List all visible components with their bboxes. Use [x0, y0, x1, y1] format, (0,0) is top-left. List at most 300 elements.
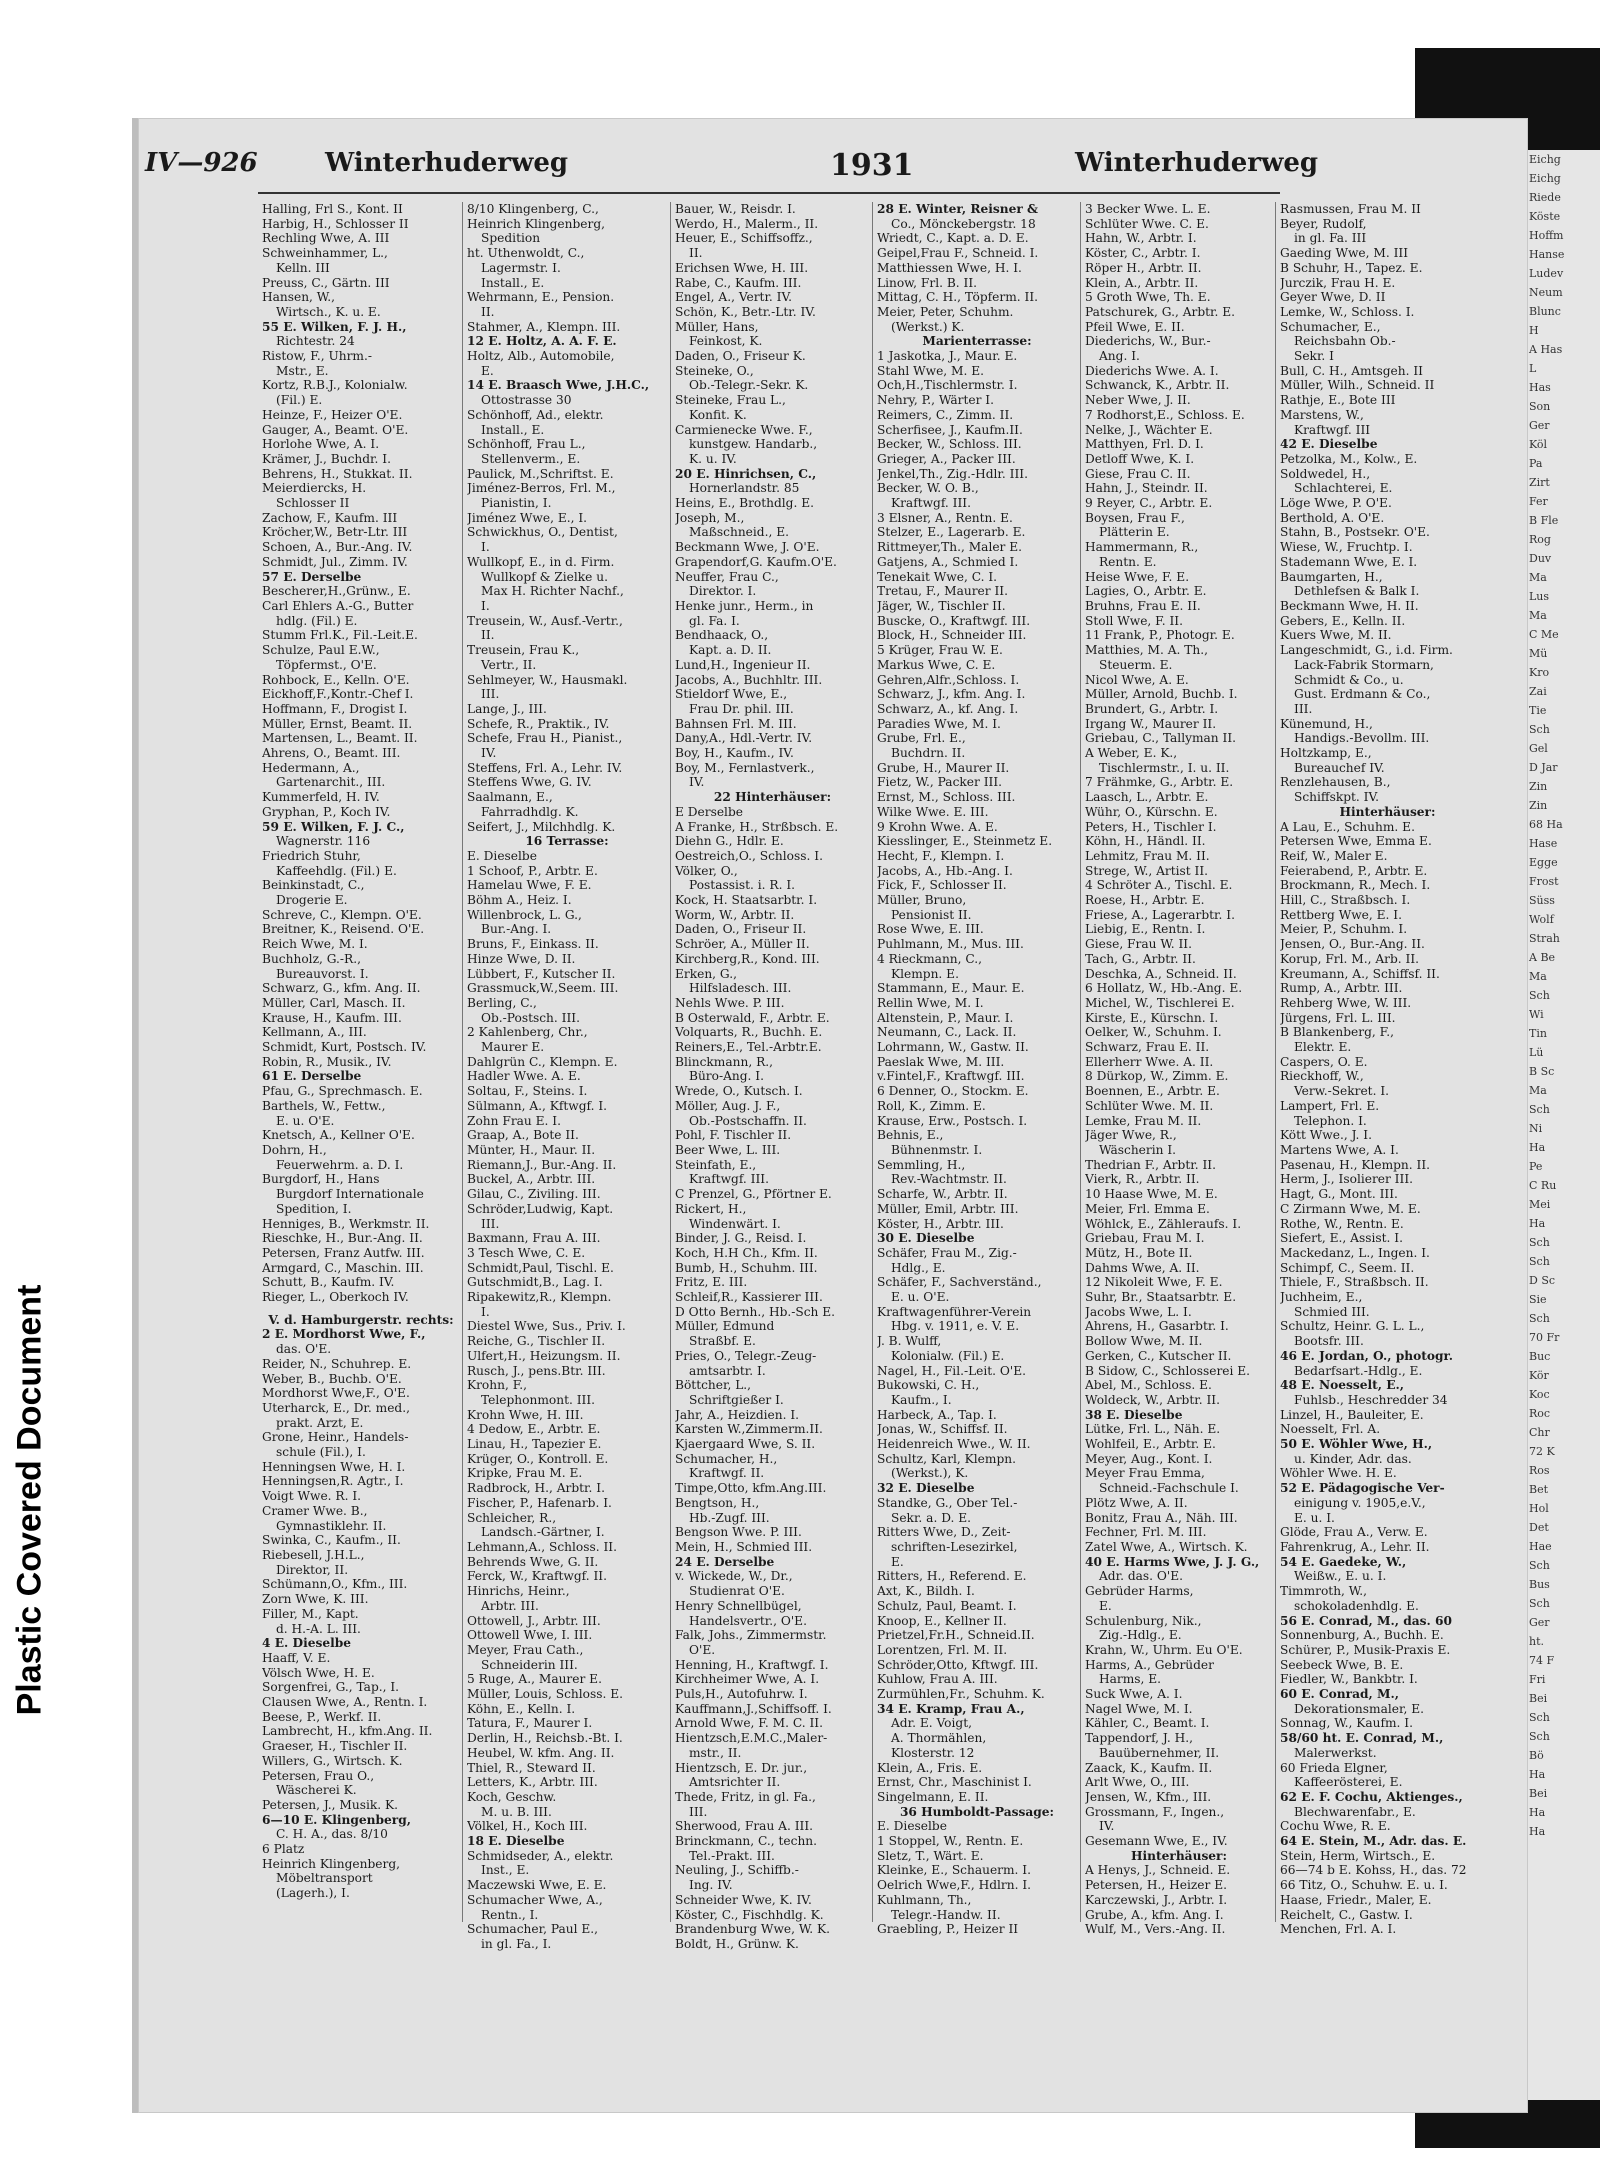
adjacent-page-line: Sch: [1529, 1711, 1550, 1724]
directory-entry: Kähler, C., Beamt. I.: [1085, 1716, 1210, 1731]
directory-entry: 4 Dedow, E., Arbtr. E.: [467, 1422, 601, 1437]
directory-entry: Holtz, Alb., Automobile,: [467, 349, 615, 364]
directory-entry: Liebig, E., Rentn. I.: [1085, 922, 1206, 937]
adjacent-page-line: Koc: [1529, 1388, 1550, 1401]
directory-entry: Hedermann, A.,: [262, 760, 360, 775]
directory-entry: Fechner, Frl. M. III.: [1085, 1525, 1207, 1540]
directory-entry: Schulenburg, Nik.,: [1085, 1613, 1202, 1628]
directory-entry: schokoladenhdlg. E.: [1294, 1598, 1419, 1613]
directory-entry: Schmidt & Co., u.: [1294, 672, 1404, 687]
directory-entry: (Fil.) E.: [276, 393, 323, 408]
directory-entry: 9 Krohn Wwe. A. E.: [877, 819, 998, 834]
directory-entry: 64 E. Stein, M., Adr. das. E.: [1280, 1834, 1467, 1849]
directory-entry: Neuling, J., Schiffb.-: [675, 1863, 799, 1878]
directory-entry: Axt, K., Bildh. I.: [877, 1584, 975, 1599]
directory-entry: schriften-Lesezirkel,: [891, 1539, 1018, 1554]
directory-entry: Swinka, C., Kaufm., II.: [262, 1533, 401, 1548]
directory-entry: B Sidow, C., Schlosserei E.: [1085, 1363, 1251, 1378]
directory-entry: Hill, C., Straßbsch. I.: [1280, 893, 1411, 908]
directory-entry: Boysen, Frau F.,: [1085, 510, 1185, 525]
directory-entry: Adr. E. Voigt,: [891, 1716, 972, 1731]
directory-entry: Schultz, Karl, Klempn.: [877, 1451, 1016, 1466]
directory-entry: Kraftwgf. III.: [891, 496, 971, 511]
directory-entry: II.: [689, 246, 703, 261]
adjacent-page-line: D Sc: [1529, 1274, 1556, 1287]
directory-entry: Block, H., Schneider III.: [877, 628, 1027, 643]
directory-entry: Grube, H., Maurer II.: [877, 760, 1010, 775]
directory-entry: Fritz, E. III.: [675, 1275, 748, 1290]
directory-entry: Renzlehausen, B.,: [1280, 775, 1391, 790]
directory-entry: Stahl Wwe, M. E.: [877, 363, 985, 378]
directory-entry: 11 Frank, P., Photogr. E.: [1085, 628, 1235, 643]
directory-entry: Standke, G., Ober Tel.-: [877, 1495, 1018, 1510]
directory-entry: Giese, Frau C. II.: [1085, 466, 1191, 481]
directory-entry: Knetsch, A., Kellner O'E.: [262, 1128, 415, 1143]
directory-entry: Hinze Wwe, D. II.: [467, 951, 576, 966]
directory-entry: Detloff Wwe, K. I.: [1085, 451, 1195, 466]
directory-entry: Wehrmann, E., Pension.: [467, 290, 615, 305]
directory-entry: Worm, W., Arbtr. II.: [675, 907, 795, 922]
adjacent-page-line: Fri: [1529, 1673, 1546, 1686]
directory-entry: Schneid.-Fachschule I.: [1099, 1481, 1239, 1496]
adjacent-page-line: Sch: [1529, 1730, 1550, 1743]
directory-entry: Schlüter Wwe. M. II.: [1085, 1098, 1214, 1113]
directory-entry: Weber, B., Buchb. O'E.: [262, 1371, 402, 1386]
directory-entry: Stumm Frl.K., Fil.-Leit.E.: [262, 628, 418, 643]
directory-column-6: [1280, 202, 1495, 2042]
directory-entry: Hagt, G., Mont. III.: [1280, 1187, 1398, 1202]
directory-entry: Schlüter Wwe. C. E.: [1085, 216, 1209, 231]
directory-entry: Behrens, H., Stukkat. II.: [262, 466, 413, 481]
adjacent-page-line: H: [1529, 324, 1539, 337]
directory-entry: Bauübernehmer, II.: [1099, 1745, 1220, 1760]
directory-entry: Petersen, Frau O.,: [262, 1768, 375, 1783]
directory-entry: Jahr, A., Heizdien. I.: [675, 1407, 800, 1422]
directory-entry: 50 E. Wöhler Wwe, H.,: [1280, 1437, 1433, 1452]
directory-entry: 6 Denner, O., Stockm. E.: [877, 1084, 1029, 1099]
directory-entry: Hammermann, R.,: [1085, 540, 1199, 555]
directory-entry: Schäfer, Frau M., Zig.-: [877, 1245, 1017, 1260]
directory-entry: Burgdorf Internationale: [276, 1187, 424, 1202]
directory-entry: Boy, M., Fernlastverk.,: [675, 760, 815, 775]
directory-entry: Köhn, E., Kelln. I.: [467, 1701, 576, 1716]
directory-entry: Plätterin E.: [1099, 525, 1170, 540]
adjacent-page-line: Köl: [1529, 438, 1548, 451]
directory-entry: I.: [481, 1304, 490, 1319]
directory-entry: Paeslak Wwe, M. III.: [877, 1054, 1005, 1069]
adjacent-page-line: Sch: [1529, 1236, 1550, 1249]
directory-entry: Rieckhoff, W.,: [1280, 1069, 1364, 1084]
directory-entry: Bengtson, H.,: [675, 1495, 760, 1510]
adjacent-page-line: Mü: [1529, 647, 1548, 660]
directory-entry: Martensen, L., Beamt. II.: [262, 731, 418, 746]
directory-entry: Jonas, W., Schiffsf. II.: [877, 1422, 1008, 1437]
directory-entry: Schimpf, C., Seem. II.: [1280, 1260, 1415, 1275]
directory-entry: 2 Kahlenberg, Chr.,: [467, 1025, 588, 1040]
directory-entry: III.: [1294, 701, 1313, 716]
directory-entry: Pfeil Wwe, E. II.: [1085, 319, 1185, 334]
directory-entry: Halling, Frl S., Kont. II: [262, 202, 403, 216]
directory-entry: Hilfsladesch. III.: [689, 981, 792, 996]
directory-entry: Ahrens, O., Beamt. III.: [262, 746, 401, 761]
directory-entry: Frau Dr. phil. III.: [689, 701, 794, 716]
directory-entry: 62 E. F. Cochu, Aktienges.,: [1280, 1789, 1463, 1804]
directory-entry: Müller, Arnold, Buchb. I.: [1085, 687, 1238, 702]
directory-column-4: [877, 202, 1077, 2042]
directory-entry: Jäger, W., Tischler II.: [877, 598, 1006, 613]
directory-entry: Heinze, F., Heizer O'E.: [262, 407, 403, 422]
directory-entry: J. B. Wulff,: [877, 1334, 942, 1349]
adjacent-page-line: Pe: [1529, 1160, 1543, 1173]
directory-entry: E. u. I.: [1294, 1510, 1335, 1525]
directory-entry: 3 Elsner, A., Rentn. E.: [877, 510, 1013, 525]
directory-entry: Wilke Wwe. E. III.: [877, 804, 989, 819]
directory-column-5: [1085, 202, 1273, 2042]
directory-entry: Falk, Johs., Zimmermstr.: [675, 1628, 827, 1643]
column-divider: [1080, 202, 1081, 1922]
directory-entry: Knoop, E., Kellner II.: [877, 1613, 1007, 1628]
directory-entry: Woldeck, W., Arbtr. II.: [1085, 1392, 1220, 1407]
directory-year: 1931: [830, 148, 914, 183]
directory-entry: Steuerm. E.: [1099, 657, 1173, 672]
directory-entry: Köster, C., Arbtr. I.: [1085, 246, 1201, 261]
directory-entry: Henniges, B., Werkmstr. II.: [262, 1216, 430, 1231]
directory-entry: Jürgens, Frl. L. III.: [1280, 1010, 1396, 1025]
adjacent-page-line: A Be: [1529, 951, 1556, 964]
directory-entry: 7 Frähmke, G., Arbtr. E.: [1085, 775, 1234, 790]
directory-entry: Klempn. E.: [891, 966, 959, 981]
directory-entry: 1 Stoppel, W., Rentn. E.: [877, 1834, 1024, 1849]
adjacent-page-line: Ludev: [1529, 267, 1564, 280]
directory-entry: Lübbert, F., Kutscher II.: [467, 966, 616, 981]
directory-entry: Altenstein, P., Maur. I.: [877, 1010, 1014, 1025]
directory-entry: Kröcher,W., Betr-Ltr. III: [262, 525, 408, 540]
directory-entry: 34 E. Kramp, Frau A.,: [877, 1701, 1025, 1716]
directory-entry: Heuer, E., Schiffsoffz.,: [675, 231, 813, 246]
directory-entry: M. u. B. III.: [481, 1804, 552, 1819]
directory-entry: Köster, H., Arbtr. III.: [877, 1216, 1004, 1231]
directory-entry: Cochu Wwe, R. E.: [1280, 1819, 1391, 1834]
directory-entry: Schwanck, K., Arbtr. II.: [1085, 378, 1230, 393]
directory-entry: 14 E. Braasch Wwe, J.H.C.,: [467, 378, 650, 393]
directory-entry: Sletz, T., Wärt. E.: [877, 1848, 984, 1863]
directory-entry: Steffens, Frl. A., Lehr. IV.: [467, 760, 623, 775]
directory-entry: Schwarz, J., kfm. Ang. I.: [877, 687, 1026, 702]
directory-entry: Hinterhäuser:: [1131, 1848, 1227, 1863]
directory-entry: Timpe,Otto, kfm.Ang.III.: [675, 1481, 827, 1496]
directory-entry: Schleif,R., Kassierer III.: [675, 1290, 823, 1305]
directory-entry: Schultz, Heinr. G. L. L.,: [1280, 1319, 1425, 1334]
directory-entry: Rothe, W., Rentn. E.: [1280, 1216, 1404, 1231]
adjacent-page-line: Sch: [1529, 1312, 1550, 1325]
directory-entry: 20 E. Hinrichsen, C.,: [675, 466, 817, 481]
adjacent-page-line: Ger: [1529, 419, 1550, 432]
directory-entry: Lohrmann, W., Gastw. II.: [877, 1040, 1029, 1055]
adjacent-page-line: Roc: [1529, 1407, 1551, 1420]
directory-entry: V. d. Hamburgerstr. rechts:: [268, 1312, 454, 1327]
directory-entry: Linzel, H., Bauleiter, E.: [1280, 1407, 1424, 1422]
directory-entry: Peters, H., Tischler I.: [1085, 819, 1217, 834]
plastic-covered-label: [0, 1150, 60, 1850]
directory-entry: Böttcher, L.,: [675, 1378, 752, 1393]
directory-entry: 57 E. Derselbe: [262, 569, 362, 584]
adjacent-page-line: Bei: [1529, 1787, 1548, 1800]
directory-entry: 3 Tesch Wwe, C. E.: [467, 1245, 586, 1260]
adjacent-page-line: 68 Ha: [1529, 818, 1563, 831]
directory-entry: Graeser, H., Tischler II.: [262, 1739, 408, 1754]
directory-entry: Herm, J., Isolierer III.: [1280, 1172, 1414, 1187]
directory-entry: 1 Jaskotka, J., Maur. E.: [877, 349, 1018, 364]
directory-entry: Bollow Wwe, M. II.: [1085, 1334, 1203, 1349]
directory-entry: A Henys, J., Schneid. E.: [1085, 1863, 1231, 1878]
column-divider: [872, 202, 873, 1922]
directory-entry: Schutt, B., Kaufm. IV.: [262, 1275, 395, 1290]
directory-entry: Kolonialw. (Fil.) E.: [891, 1348, 1005, 1363]
directory-entry: 28 E. Winter, Reisner &: [877, 202, 1039, 216]
directory-entry: mstr., II.: [689, 1745, 742, 1760]
directory-entry: Haase, Friedr., Maler, E.: [1280, 1892, 1432, 1907]
directory-entry: Kiesslinger, E., Steinmetz E.: [877, 834, 1053, 849]
directory-entry: Tel.-Prakt. III.: [689, 1848, 775, 1863]
directory-entry: Völsch Wwe, H. E.: [262, 1665, 375, 1680]
directory-entry: Schröer, A., Müller II.: [675, 937, 810, 952]
directory-entry: Müller, Louis, Schloss. E.: [467, 1687, 624, 1702]
directory-entry: Mstr., E.: [276, 363, 329, 378]
directory-entry: Blinckmann, R.,: [675, 1054, 774, 1069]
directory-entry: IV.: [481, 746, 497, 761]
directory-entry: Rathje, E., Bote III: [1280, 393, 1396, 408]
directory-entry: Schröder,Ludwig, Kapt.: [467, 1201, 614, 1216]
directory-entry: II.: [481, 628, 495, 643]
adjacent-page-line: Ger: [1529, 1616, 1550, 1629]
directory-entry: Harms, E.: [1099, 1672, 1162, 1687]
directory-entry: Schwarz, A., kf. Ang. I.: [877, 701, 1019, 716]
directory-entry: Carmienecke Wwe. F.,: [675, 422, 813, 437]
directory-entry: Wulf, M., Vers.-Ang. II.: [1085, 1922, 1226, 1937]
directory-entry: prakt. Arzt, E.: [276, 1415, 364, 1430]
directory-entry: Daden, O., Friseur II.: [675, 922, 807, 937]
directory-entry: Adr. das. O'E.: [1099, 1569, 1184, 1584]
directory-entry: A Franke, H., Strßbsch. E.: [675, 819, 839, 834]
directory-entry: Wullkopf, E., in d. Firm.: [467, 554, 615, 569]
directory-entry: Schwickhus, O., Dentist,: [467, 525, 618, 540]
directory-entry: Bauer, W., Reisdr. I.: [675, 202, 796, 216]
directory-entry: Tretau, F., Maurer II.: [877, 584, 1008, 599]
directory-entry: schule (Fil.), I.: [276, 1445, 366, 1460]
directory-entry: Glöde, Frau A., Verw. E.: [1280, 1525, 1428, 1540]
adjacent-page-line: Bus: [1529, 1578, 1550, 1591]
directory-entry: Scharfe, W., Arbtr. II.: [877, 1187, 1008, 1202]
adjacent-page-line: Kör: [1529, 1369, 1549, 1382]
directory-entry: Kuers Wwe, M. II.: [1280, 628, 1392, 643]
directory-entry: Ritters Wwe, D., Zeit-: [877, 1525, 1011, 1540]
directory-entry: Arlt Wwe, O., III.: [1085, 1775, 1190, 1790]
directory-entry: (Werkst.) K.: [891, 319, 965, 334]
directory-entry: Thiel, R., Steward II.: [467, 1760, 596, 1775]
directory-entry: Ahrens, H., Gasarbtr. I.: [1085, 1319, 1229, 1334]
directory-column-3: [675, 202, 870, 2042]
directory-entry: Buckel, A., Arbtr. III.: [467, 1172, 596, 1187]
directory-entry: Hansen, W.,: [262, 290, 335, 305]
directory-entry: Heidenreich Wwe., W. II.: [877, 1437, 1031, 1452]
directory-entry: Cramer Wwe. B.,: [262, 1503, 368, 1518]
directory-entry: Koch, H.H Ch., Kfm. II.: [675, 1245, 818, 1260]
directory-entry: Giese, Frau W. II.: [1085, 937, 1192, 952]
directory-entry: Buchholz, G.-R.,: [262, 951, 361, 966]
directory-entry: Noesselt, Frl. A.: [1280, 1422, 1381, 1437]
directory-entry: Reider, N., Schuhrep. E.: [262, 1356, 412, 1371]
directory-entry: Gehren,Alfr.,Schloss. I.: [877, 672, 1020, 687]
directory-entry: Treusein, W., Ausf.-Vertr.,: [467, 613, 623, 628]
directory-entry: Thiele, F., Straßbsch. II.: [1280, 1275, 1429, 1290]
directory-entry: Singelmann, E. II.: [877, 1789, 989, 1804]
directory-entry: Oelker, W., Schuhm. I.: [1085, 1025, 1222, 1040]
directory-entry: Rehberg Wwe, W. III.: [1280, 995, 1412, 1010]
adjacent-page-line: Ros: [1529, 1464, 1550, 1477]
directory-entry: E.: [891, 1554, 904, 1569]
directory-entry: Pfau, G., Sprechmasch. E.: [262, 1084, 423, 1099]
directory-entry: Gilau, C., Ziviling. III.: [467, 1187, 601, 1202]
directory-entry: Krohn Wwe, H. III.: [467, 1407, 584, 1422]
directory-entry: Grieger, A., Packer III.: [877, 451, 1016, 466]
directory-entry: Müller, Bruno,: [877, 893, 967, 908]
directory-entry: Binder, J. G., Reisd. I.: [675, 1231, 807, 1246]
directory-entry: Rellin Wwe, M. I.: [877, 995, 984, 1010]
directory-entry: Friedrich Stuhr,: [262, 848, 361, 863]
page-header: [145, 148, 1319, 184]
adjacent-page-line: Ni: [1529, 1122, 1543, 1135]
page-number: IV—926: [145, 148, 258, 178]
directory-entry: Meyer, Frau Cath.,: [467, 1642, 584, 1657]
directory-entry: Tatura, F., Maurer I.: [467, 1716, 593, 1731]
directory-entry: Gust. Erdmann & Co.,: [1294, 687, 1431, 702]
adjacent-page-line: Riede: [1529, 191, 1561, 204]
directory-entry: Fuhlsb., Heschredder 34: [1294, 1392, 1448, 1407]
directory-entry: 5 Groth Wwe, Th. E.: [1085, 290, 1211, 305]
directory-entry: 8/10 Klingenberg, C.,: [467, 202, 599, 216]
directory-entry: gl. Fa. I.: [689, 613, 740, 628]
directory-entry: Henke junr., Herm., in: [675, 598, 814, 613]
directory-entry: Reiners,E., Tel.-Arbtr.E.: [675, 1040, 822, 1055]
directory-entry: Schmidt, Kurt, Postsch. IV.: [262, 1040, 427, 1055]
directory-entry: Ottowell, J., Arbtr. III.: [467, 1613, 601, 1628]
directory-entry: Thede, Fritz, in gl. Fa.,: [675, 1789, 816, 1804]
directory-entry: Lemke, W., Schloss. I.: [1280, 304, 1415, 319]
directory-entry: Schümann,O., Kfm., III.: [262, 1577, 408, 1592]
directory-entry: Bruns, F., Einkass. II.: [467, 937, 599, 952]
directory-entry: 46 E. Jordan, O., photogr.: [1280, 1348, 1454, 1363]
directory-entry: E. Dieselbe: [467, 848, 537, 863]
directory-entry: Saalmann, E.,: [467, 790, 553, 805]
directory-entry: Willenbrock, L. G.,: [467, 907, 582, 922]
directory-entry: Bumb, H., Schuhm. III.: [675, 1260, 818, 1275]
directory-entry: Kraftwagenführer-Verein: [877, 1304, 1032, 1319]
directory-entry: Matthies, M. A. Th.,: [1085, 643, 1209, 658]
directory-entry: E Derselbe: [675, 804, 743, 819]
adjacent-page-line: C Me: [1529, 628, 1559, 641]
directory-entry: Henry Schnellbügel,: [675, 1598, 802, 1613]
directory-entry: Beckmann Wwe, H. II.: [1280, 598, 1419, 613]
directory-entry: Reichsbahn Ob.-: [1294, 334, 1396, 349]
directory-entry: einigung v. 1905,e.V.,: [1294, 1495, 1426, 1510]
directory-entry: Rentn. E.: [1099, 554, 1157, 569]
directory-entry: Stademann Wwe, E. I.: [1280, 554, 1418, 569]
adjacent-page-line: Bei: [1529, 1692, 1548, 1705]
adjacent-page-line: Egge: [1529, 856, 1558, 869]
directory-entry: Vertr., II.: [481, 657, 537, 672]
directory-entry: Derlin, H., Reichsb.-Bt. I.: [467, 1731, 623, 1746]
directory-entry: Lack-Fabrik Stormarn,: [1294, 657, 1434, 672]
directory-entry: Markus Wwe, C. E.: [877, 657, 996, 672]
directory-entry: Brandenburg Wwe, W. K.: [675, 1922, 830, 1937]
directory-entry: Lorentzen, Frl. M. II.: [877, 1642, 1008, 1657]
directory-entry: Karsten W.,Zimmerm.II.: [675, 1422, 823, 1437]
directory-entry: Möbeltransport: [276, 1871, 373, 1886]
adjacent-page-line: Sch: [1529, 723, 1550, 736]
directory-entry: Rieschke, H., Bur.-Ang. II.: [262, 1231, 423, 1246]
directory-entry: Wullkopf & Zielke u.: [481, 569, 608, 584]
directory-entry: Reimers, C., Zimm. II.: [877, 407, 1014, 422]
directory-entry: Bruhns, Frau E. II.: [1085, 598, 1201, 613]
adjacent-page-line: Köste: [1529, 210, 1561, 223]
directory-entry: Puhlmann, M., Mus. III.: [877, 937, 1024, 952]
directory-entry: Erken, G.,: [675, 966, 737, 981]
directory-entry: in gl. Fa., I.: [481, 1936, 552, 1951]
directory-entry: Straßbf. E.: [689, 1334, 756, 1349]
directory-entry: Schweinhammer, L.,: [262, 246, 388, 261]
directory-entry: Boldt, H., Grünw. K.: [675, 1936, 799, 1951]
directory-entry: Verw.-Sekret. I.: [1294, 1084, 1390, 1099]
directory-entry: Lambrecht, H., kfm.Ang. II.: [262, 1724, 433, 1739]
directory-entry: Co., Mönckebergstr. 18: [891, 216, 1036, 231]
directory-entry: Ob.-Postsch. III.: [481, 1010, 580, 1025]
directory-entry: Griebau, C., Tallyman II.: [1085, 731, 1237, 746]
directory-entry: 5 Krüger, Frau W. E.: [877, 643, 1003, 658]
directory-entry: Uterharck, E., Dr. med.,: [262, 1400, 410, 1415]
directory-entry: Völkel, H., Koch III.: [467, 1819, 588, 1834]
directory-entry: Burgdorf, H., Hans: [262, 1172, 380, 1187]
directory-entry: Holtzkamp, E.,: [1280, 746, 1372, 761]
adjacent-page-line: Tin: [1529, 1027, 1547, 1040]
directory-entry: Mordhorst Wwe,F., O'E.: [262, 1386, 410, 1401]
directory-entry: Wöhlck, E., Zähleraufs. I.: [1085, 1216, 1242, 1231]
directory-entry: Hientzsch, E. Dr. jur.,: [675, 1760, 808, 1775]
directory-entry: Wiese, W., Fruchtp. I.: [1280, 540, 1413, 555]
directory-entry: Postassist. i. R. I.: [689, 878, 796, 893]
directory-entry: Zig.-Hdlg., E.: [1099, 1628, 1182, 1643]
directory-entry: Diederichs Wwe. A. I.: [1085, 363, 1219, 378]
directory-entry: Büro-Ang. I.: [689, 1069, 764, 1084]
directory-entry: Oestreich,O., Schloss. I.: [675, 848, 823, 863]
directory-entry: Arbtr. III.: [481, 1598, 539, 1613]
directory-entry: Wirtsch., K. u. E.: [276, 304, 381, 319]
directory-entry: Zachow, F., Kaufm. III: [262, 510, 398, 525]
directory-entry: Soltau, F., Steins. I.: [467, 1084, 588, 1099]
adjacent-page-line: Gel: [1529, 742, 1548, 755]
adjacent-page-line: 74 F: [1529, 1654, 1555, 1667]
directory-entry: Ulfert,H., Heizungsm. II.: [467, 1348, 621, 1363]
directory-entry: IV.: [689, 775, 705, 790]
adjacent-page-line: B Sc: [1529, 1065, 1555, 1078]
adjacent-page-line: Eichg: [1529, 153, 1561, 166]
directory-entry: Suhr, Br., Staatsarbtr. E.: [1085, 1290, 1237, 1305]
directory-entry: Sonnenburg, A., Buchh. E.: [1280, 1628, 1444, 1643]
directory-entry: Reichelt, C., Gastw. I.: [1280, 1907, 1413, 1922]
directory-entry: Strege, W., Artist II.: [1085, 863, 1209, 878]
directory-entry: Maczewski Wwe, E. E.: [467, 1878, 607, 1893]
directory-entry: 30 E. Dieselbe: [877, 1231, 975, 1246]
directory-entry: Löge Wwe, P. O'E.: [1280, 496, 1392, 511]
